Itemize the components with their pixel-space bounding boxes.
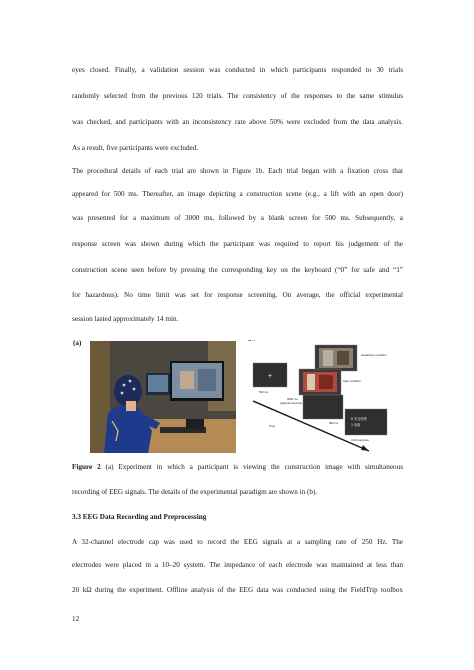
figure-caption-label: Figure 2 (72, 463, 101, 471)
body-text-line: eyes closed. Finally, a validation session was conducted in which participants responded to 30 trials (72, 66, 403, 74)
paradigm-diagram (247, 341, 402, 453)
time-arrowhead (361, 445, 369, 451)
until-response-label: Until response (351, 438, 369, 442)
figure-caption-line: recording of EEG signals. The details of the experimental paradigm are shown in (b). (72, 488, 318, 496)
body-text-line: construction scene seen before by pressing the corresponding key on the keyboard (“0” for safe and “1” (72, 266, 403, 274)
fixation-cross: + (267, 373, 273, 380)
blank-duration-label: 500 ms (329, 421, 339, 425)
body-text-line: session lasted approximately 14 min. (72, 315, 179, 323)
figure-caption-line (72, 463, 403, 472)
body-text-line: As a result, five participants were excluded. (72, 144, 199, 152)
image-duration-label: 3000 ms (287, 397, 298, 401)
body-text-line: A 32-channel electrode cap was used to record the EEG signals at a sampling rate of 250 Hz. The (72, 538, 403, 546)
body-text-line: was presented for a maximum of 3000 ms, followed by a blank screen for 500 ms. Subsequently, a (72, 214, 403, 222)
figure-caption-text: (a) Experiment in which a participant is viewing the construction image with simultaneous (100, 463, 403, 471)
section-heading: 3.3 EEG Data Recording and Preprocessing (72, 513, 207, 521)
body-text-line: electrodes were placed in a 10–20 system. The impedance of each electrode was maintained at less than (72, 561, 403, 569)
page-number: 12 (72, 615, 80, 623)
response-screen (345, 409, 387, 435)
optional-response-label: (optional response) (280, 402, 303, 405)
fixation-duration-label: 500 ms (259, 390, 269, 394)
body-text-line: appeared for 500 ms. Thereafter, an image depicting a construction scene (e.g., a lift with an open door) (72, 190, 403, 198)
safe-condition-label: Safe condition (343, 379, 361, 383)
response-option-hazard: 1 危险 (351, 423, 361, 427)
experiment-photo-illustration (90, 341, 236, 453)
body-text-line: randomly selected from the previous 120 trials. The consistency of the responses to the same stimulus (72, 92, 403, 100)
paradigm-schematic (247, 341, 402, 453)
blank-screen (303, 395, 343, 419)
hazardous-condition-label: Hazardous condition (361, 353, 387, 357)
time-axis-label: Time (269, 424, 276, 428)
body-text-line: response screen was shown during which the participant was required to report his judgement of the (72, 240, 403, 248)
body-text-line: for hazardous). No time limit was set for response screening. On average, the official experimental (72, 291, 403, 299)
body-text-line: 20 kΩ during the experiment. Offline analysis of the EEG data was conducted using the FieldTrip toolbox (72, 586, 403, 594)
response-option-safe: 0 安全场景 (351, 417, 367, 421)
body-text-line: The procedural details of each trial are shown in Figure 1b. Each trial began with a fixation cross that (72, 167, 403, 175)
body-text-line: was checked, and participants with an inconsistency rate above 50% were excluded from the data analysis. (72, 118, 403, 126)
figure-label-a: (a) (73, 339, 82, 347)
experiment-photo (90, 341, 236, 453)
